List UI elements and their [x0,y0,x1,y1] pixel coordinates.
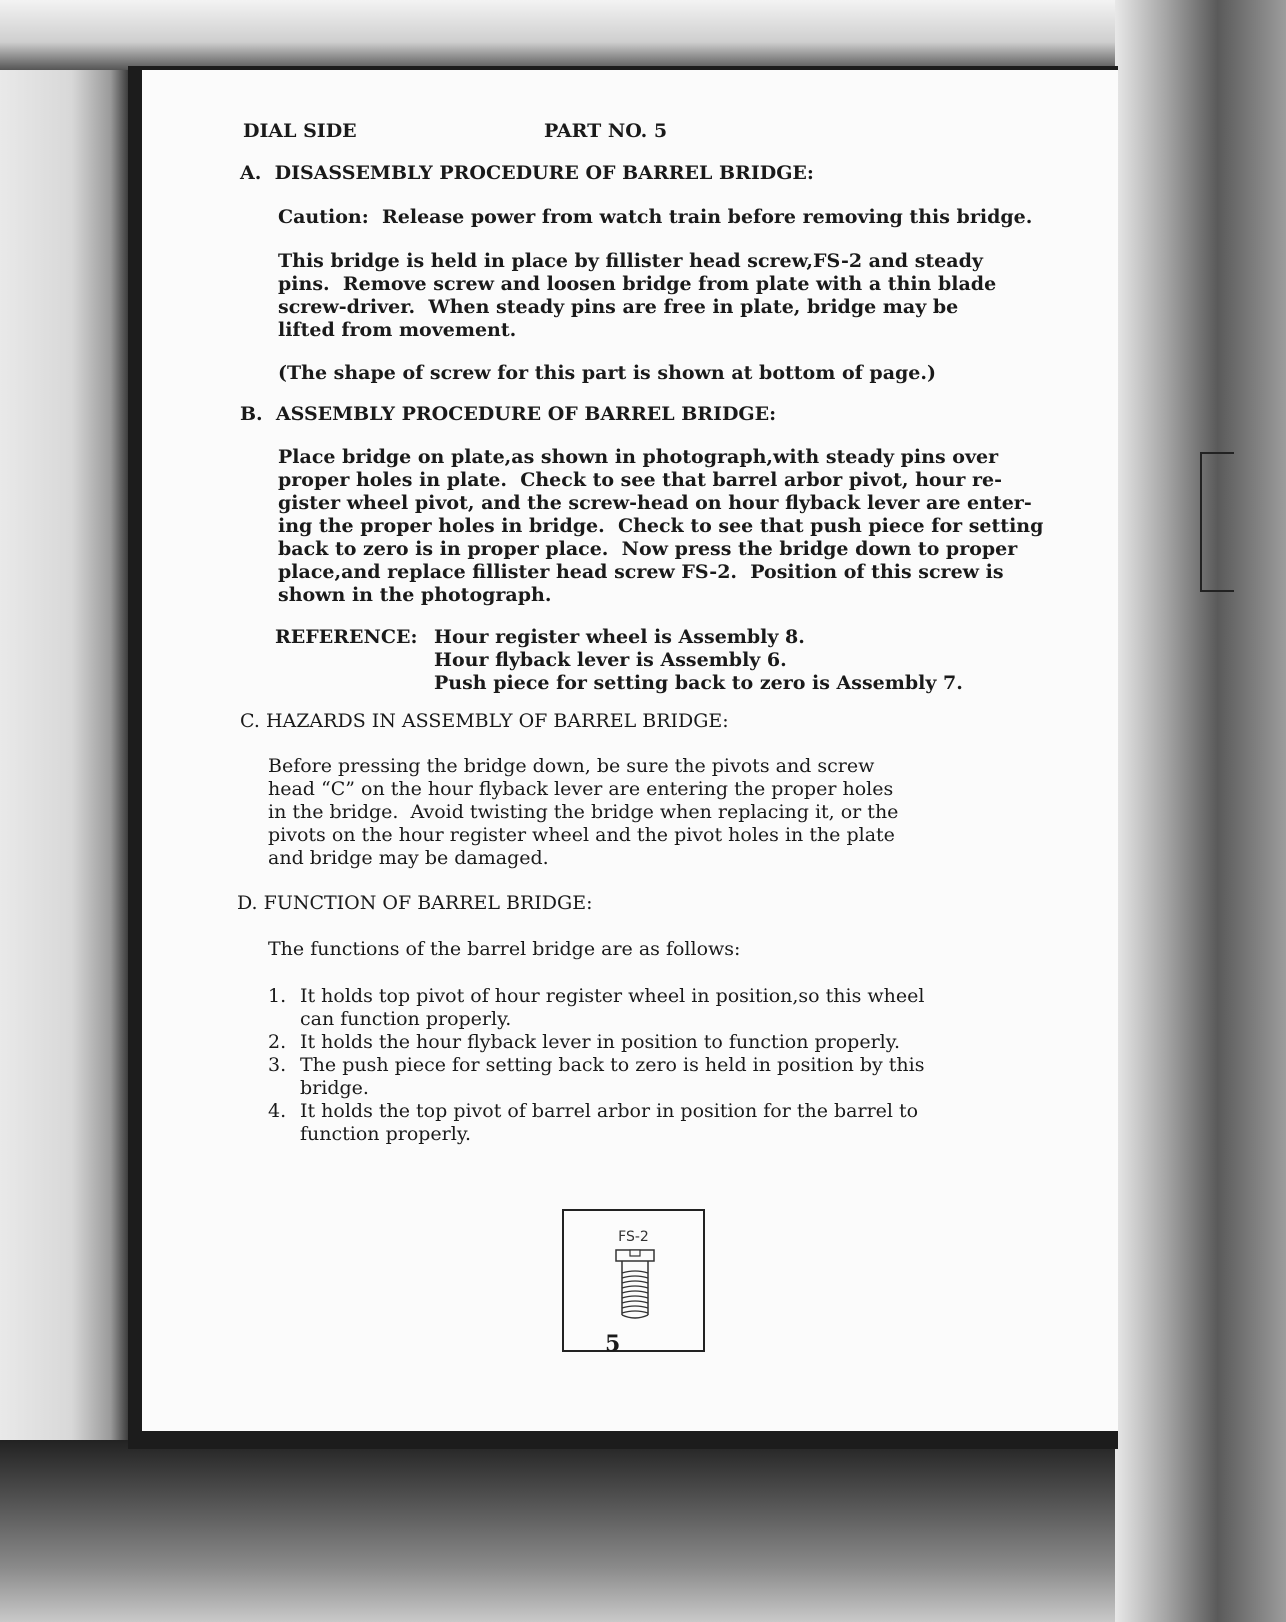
section-a-para-line: lifted from movement. [278,319,517,341]
section-c-para-line: Before pressing the bridge down, be sure the pivots and screw [268,755,875,777]
figure-label: FS-2 [618,1229,649,1245]
function-item-number: 1. [268,985,287,1007]
section-b-heading: B. ASSEMBLY PROCEDURE OF BARREL BRIDGE: [240,403,777,425]
function-item-line: It holds the hour flyback lever in position to function properly. [300,1031,900,1053]
function-item-number: 4. [268,1100,287,1122]
header-part-number: PART NO. 5 [544,120,668,142]
reference-line: Hour register wheel is Assembly 8. [434,626,805,648]
section-b-para-line: gister wheel pivot, and the screw-head on hour flyback lever are enter- [278,492,1032,514]
section-d-intro: The functions of the barrel bridge are as follows: [268,938,741,960]
section-c-para-line: pivots on the hour register wheel and the pivot holes in the plate [268,824,895,846]
section-d-heading: D. FUNCTION OF BARREL BRIDGE: [237,892,593,914]
function-item-line: It holds top pivot of hour register wheel in position,so this wheel [300,985,925,1007]
section-c-para-line: head “C” on the hour flyback lever are entering the proper holes [268,778,894,800]
function-item-line: The push piece for setting back to zero is held in position by this [300,1054,925,1076]
reference-line: Hour flyback lever is Assembly 6. [434,649,787,671]
section-a-heading: A. DISASSEMBLY PROCEDURE OF BARREL BRIDGE: [240,162,814,184]
fillister-head-screw-icon [614,1249,656,1321]
section-a-para-line: This bridge is held in place by fillister head screw,FS-2 and steady [278,250,983,272]
function-item-line: It holds the top pivot of barrel arbor in position for the barrel to [300,1100,919,1122]
section-b-para-line: Place bridge on plate,as shown in photograph,with steady pins over [278,446,999,468]
function-item-line: bridge. [300,1077,369,1099]
section-a-caution: Caution: Release power from watch train before removing this bridge. [278,206,1033,228]
section-c-heading: C. HAZARDS IN ASSEMBLY OF BARREL BRIDGE: [240,710,729,732]
screw-figure [562,1209,705,1352]
section-a-para-line: screw-driver. When steady pins are free in plate, bridge may be [278,296,959,318]
section-b-para-line: proper holes in plate. Check to see that barrel arbor pivot, hour re- [278,469,1003,491]
section-a-note: (The shape of screw for this part is shown at bottom of page.) [278,362,936,384]
section-b-para-line: ing the proper holes in bridge. Check to see that push piece for setting [278,515,1044,537]
section-b-para-line: back to zero is in proper place. Now press the bridge down to proper [278,538,1018,560]
section-c-para-line: in the bridge. Avoid twisting the bridge when replacing it, or the [268,801,899,823]
reference-line: Push piece for setting back to zero is Assembly 7. [434,672,963,694]
section-b-para-line: shown in the photograph. [278,584,552,606]
function-item-line: can function properly. [300,1008,512,1030]
reference-label: REFERENCE: [275,626,418,648]
page-number: 5 [605,1331,621,1357]
header-dial-side: DIAL SIDE [243,120,357,142]
section-a-para-line: pins. Remove screw and loosen bridge from plate with a thin blade [278,273,997,295]
section-c-para-line: and bridge may be damaged. [268,847,549,869]
function-item-number: 2. [268,1031,287,1053]
section-b-para-line: place,and replace fillister head screw FS-2. Position of this screw is [278,561,1004,583]
function-item-number: 3. [268,1054,287,1076]
function-item-line: function properly. [300,1123,472,1145]
